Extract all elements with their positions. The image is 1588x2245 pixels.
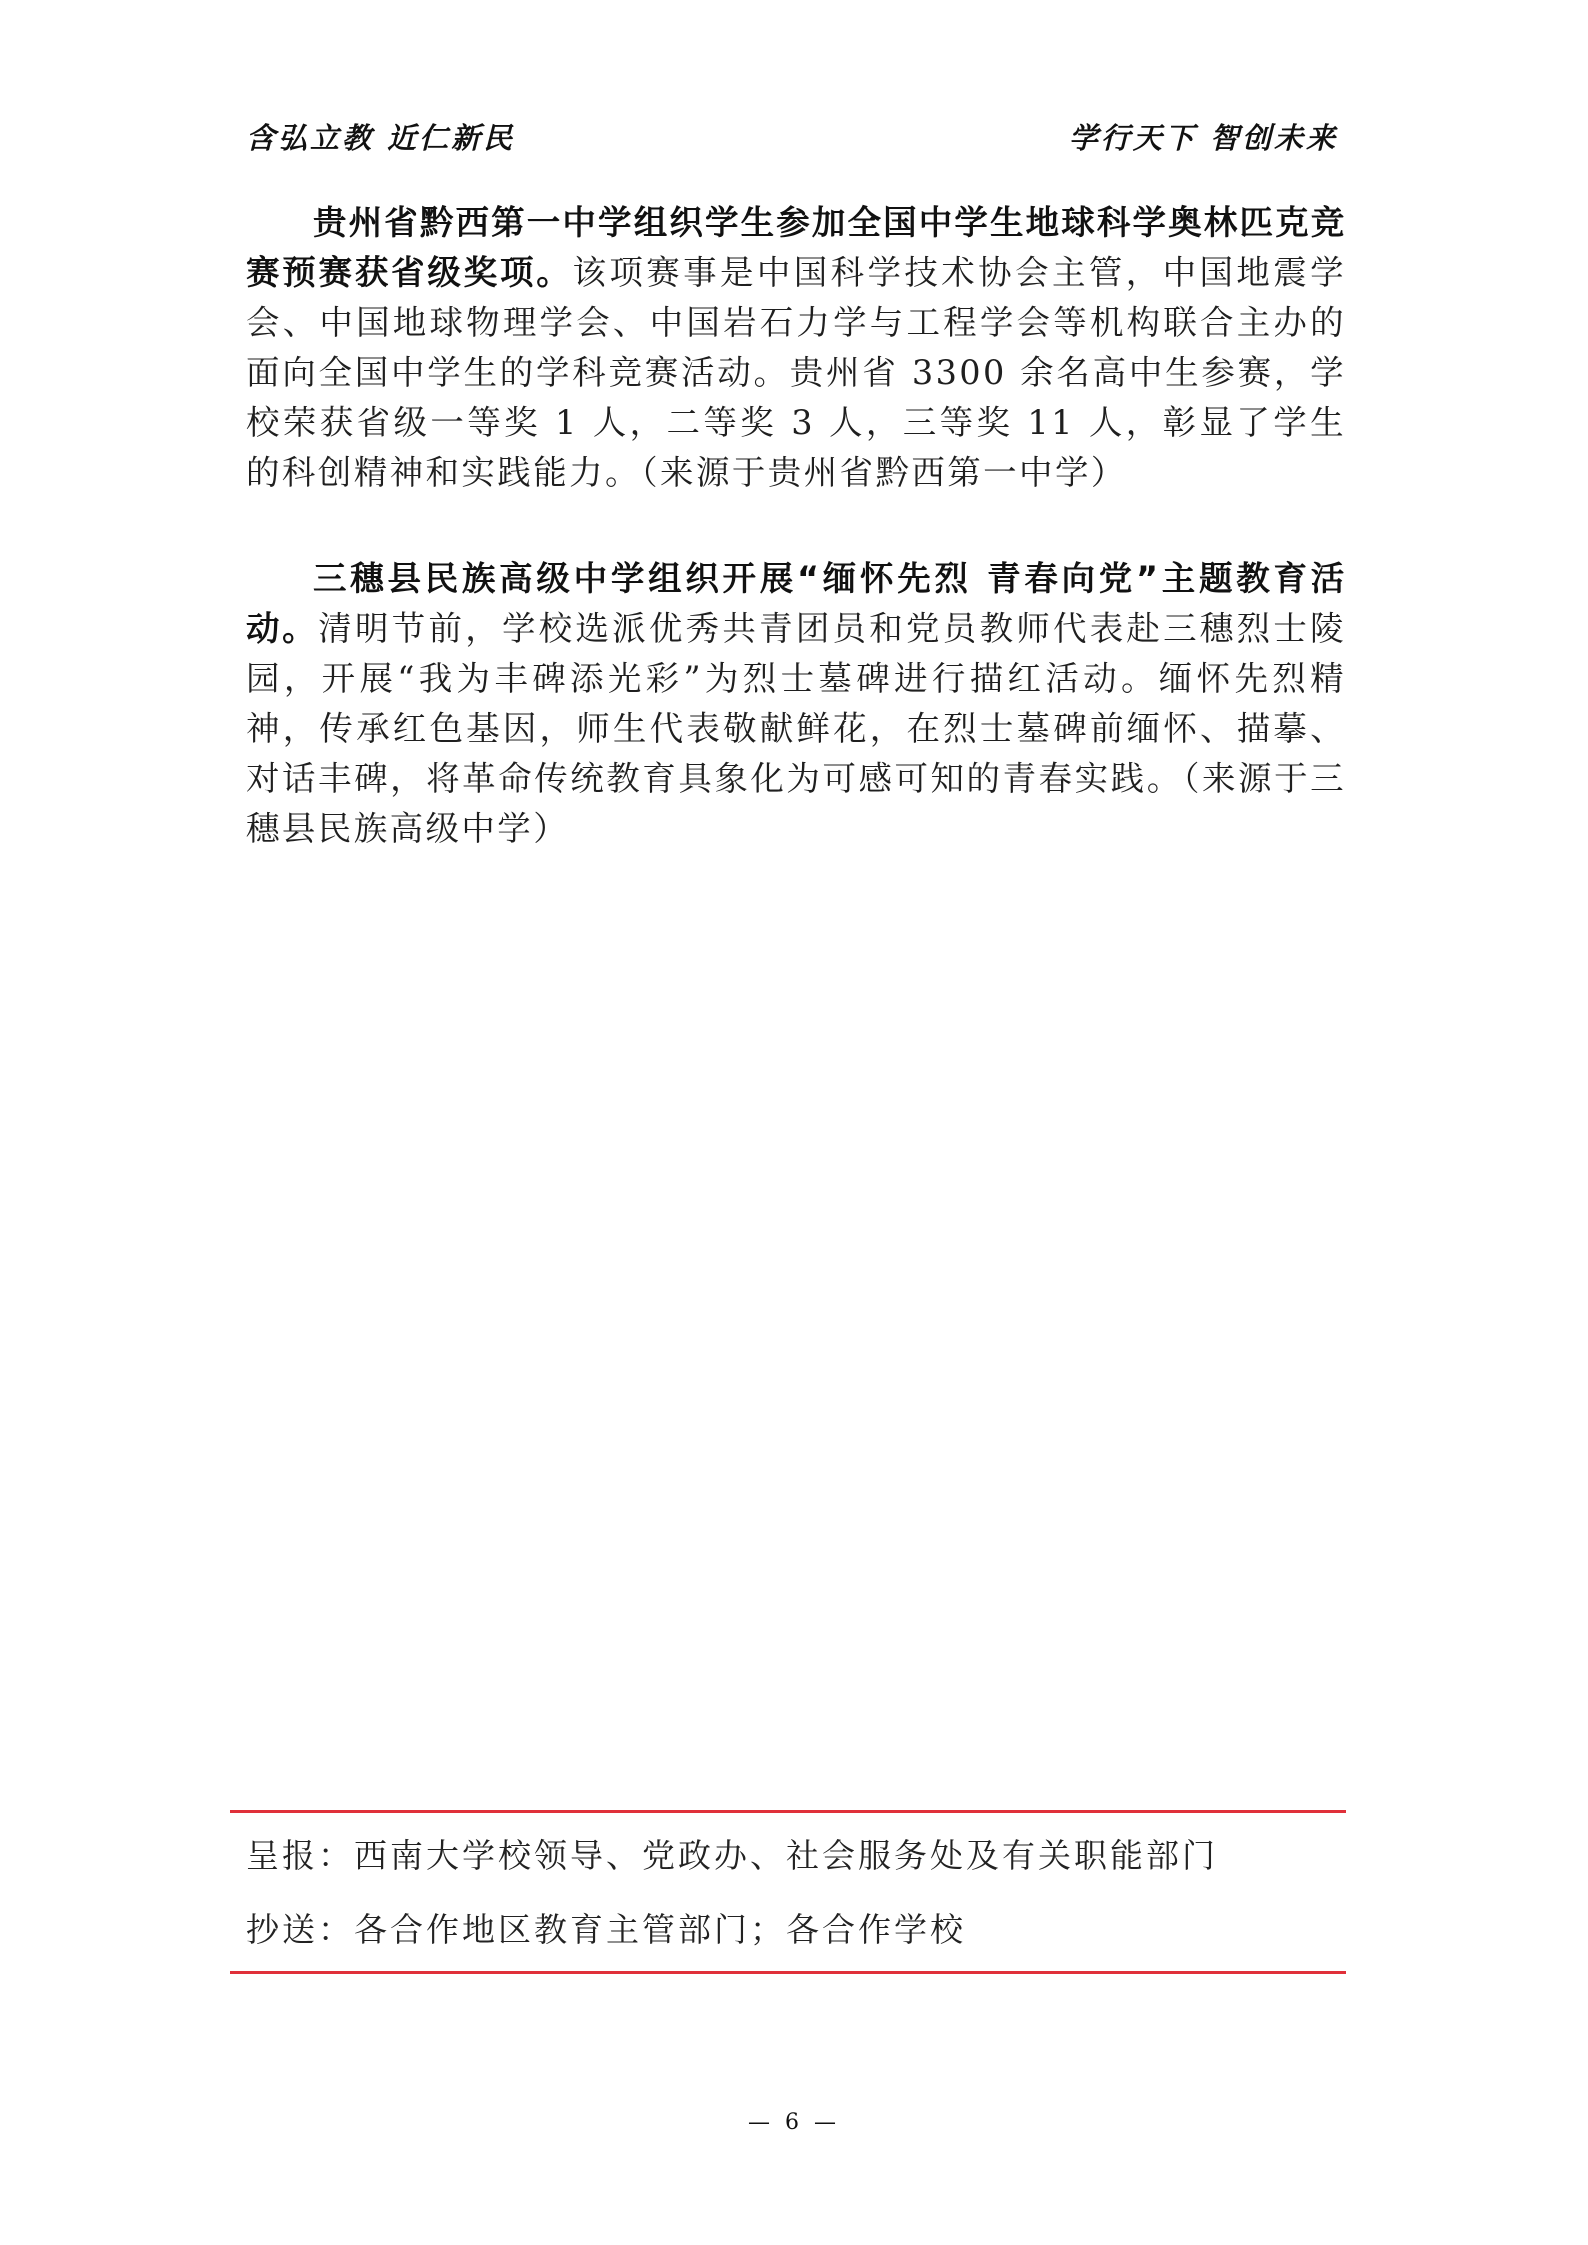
page-number: — 6 — — [748, 2110, 840, 2135]
news-item-sansui — [246, 554, 1346, 854]
header-right-motto: 学行天下 智创未来 — [1068, 121, 1338, 155]
news-item-paragraph — [246, 198, 1346, 498]
distribution-bottom-rule — [230, 1971, 1346, 1974]
news-item-qianxi — [246, 198, 1346, 498]
news-headline: 三穗县民族高级中学组织开展“缅怀先烈 青春向党”主题教育活动。 — [246, 559, 1346, 648]
distribution-top-rule — [230, 1810, 1346, 1813]
header-left-motto: 含弘立教 近仁新民 — [246, 121, 516, 155]
news-body: 清明节前，学校选派优秀共青团员和党员教师代表赴三穗烈士陵园，开展“我为丰碑添光彩”为烈士墓碑进行描红活动。缅怀先烈精神，传承红色基因，师生代表敬献鲜花，在烈士墓碑前缅怀、描摹、对话丰碑，将革命传统教育具象化为可感可知的青春实践。（来源于三穗县民族高级中学） — [246, 609, 1346, 848]
news-body: 该项赛事是中国科学技术协会主管，中国地震学会、中国地球物理学会、中国岩石力学与工程学会等机构联合主办的面向全国中学生的学科竞赛活动。贵州省 3300 余名高中生参赛，学校荣获省级一等奖 1 人，二等奖 3 人，三等奖 11 人，彰显了学生的科创精神和实践能力。（来源于贵州省黔西第一中学） — [246, 253, 1346, 492]
news-item-paragraph — [246, 554, 1346, 854]
news-headline: 贵州省黔西第一中学组织学生参加全国中学生地球科学奥林匹克竞赛预赛获省级奖项。 — [246, 203, 1346, 292]
report-to-line: 呈报：西南大学校领导、党政办、社会服务处及有关职能部门 — [246, 1836, 1218, 1875]
cc-to-line: 抄送：各合作地区教育主管部门；各合作学校 — [246, 1910, 966, 1949]
page-header — [246, 116, 1338, 160]
